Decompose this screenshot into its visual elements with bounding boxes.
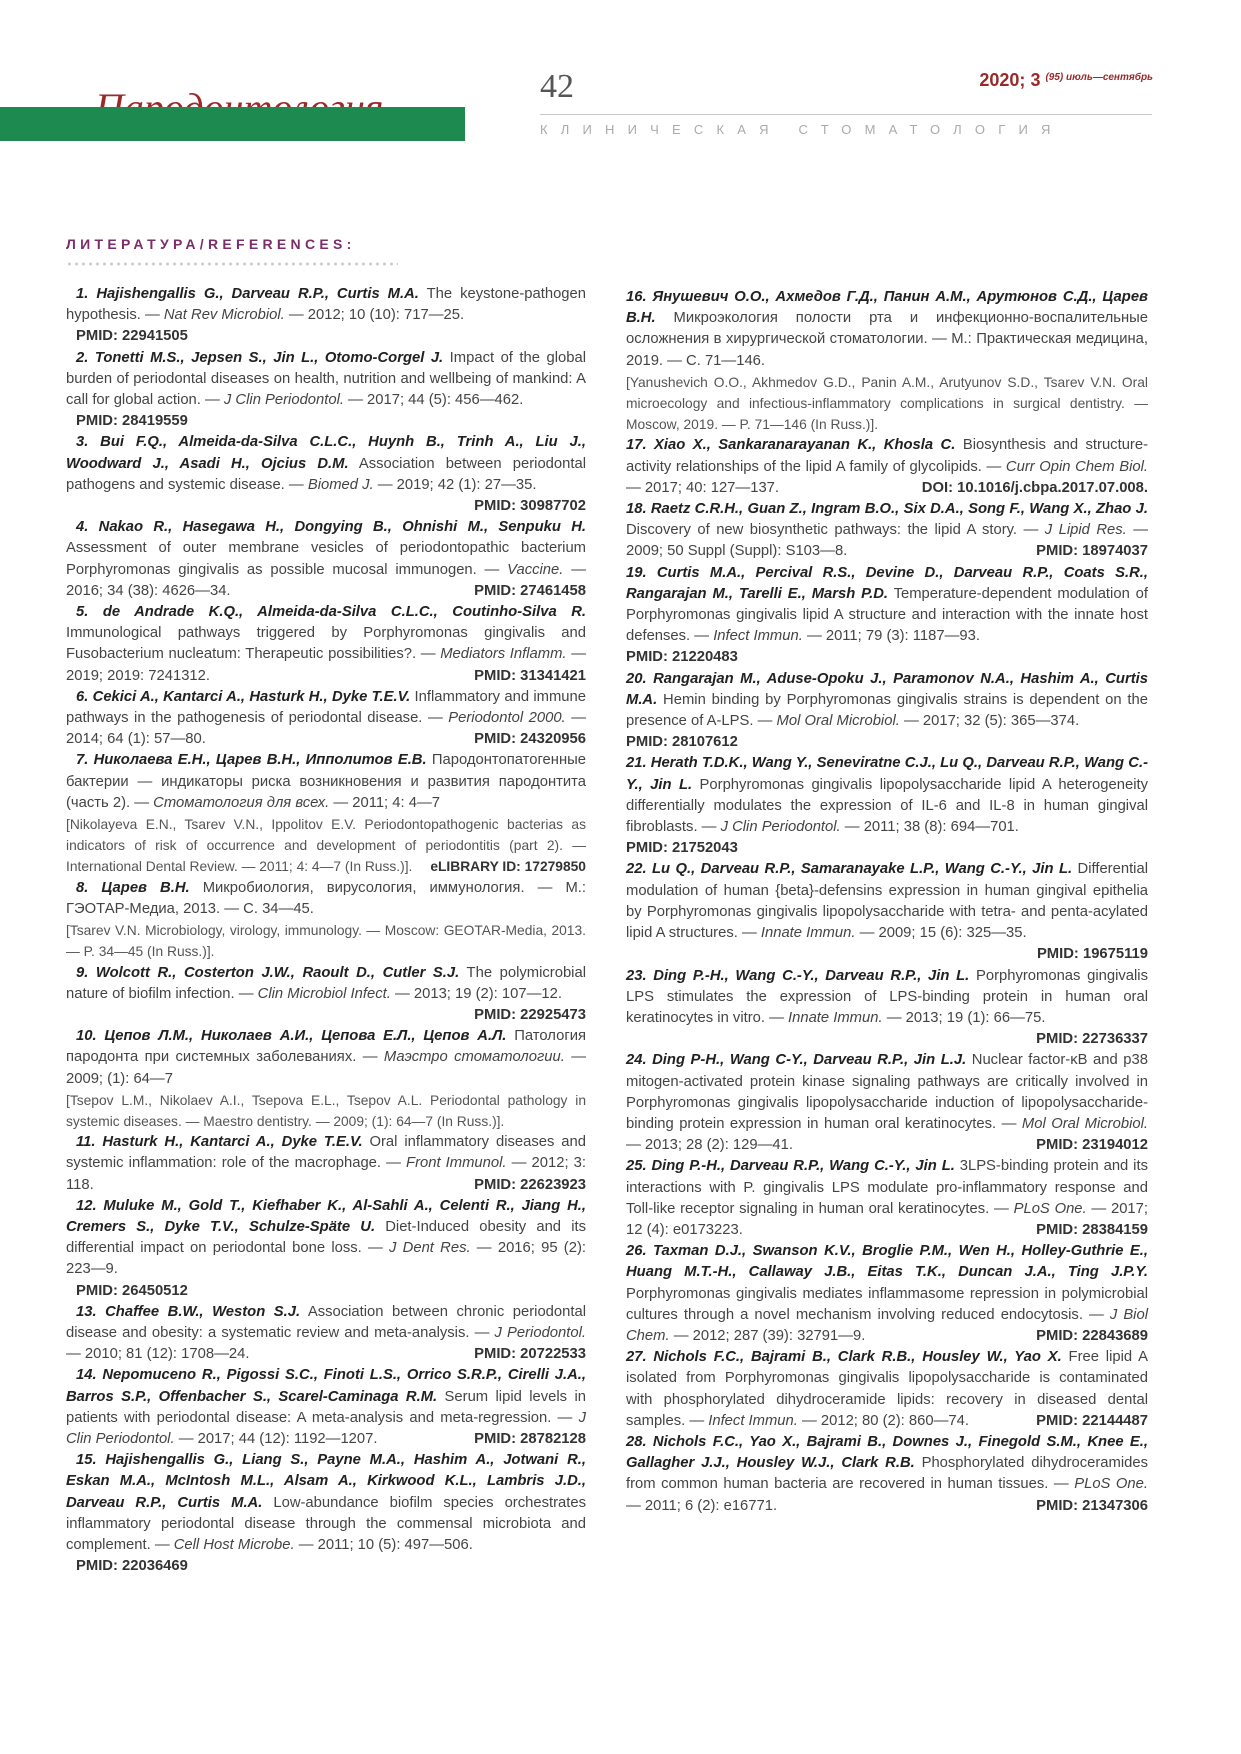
reference-pmid: PMID: 27461458 xyxy=(474,582,586,599)
reference-authors: 26. Taxman D.J., Swanson K.V., Broglie P.M., Wen H., Holley-Guthrie E., Huang M.T.-H., Callaway J.B., Eitas T.K., Duncan J.A., Ting J.P.Y. xyxy=(626,1243,1148,1281)
reference-item xyxy=(626,669,1148,754)
reference-authors: 11. Hasturk H., Kantarci A., Dyke T.E.V. xyxy=(76,1134,363,1151)
dotted-divider xyxy=(66,262,398,266)
reference-details: — 2009; (1): 64—7 xyxy=(66,1049,586,1087)
reference-pmid: PMID: 22036469 xyxy=(76,1558,188,1575)
reference-details: — 2010; 81 (12): 1708—24. xyxy=(66,1346,250,1363)
reference-transliteration-text: [Yanushevich O.O., Akhmedov G.D., Panin A.M., Arutyunov S.D., Tsarev V.N. Oral microecology and infectious-inflammatory complications in surgical dentistry. — Moscow, 2019. — P. 71—146 (In Russ.)]. xyxy=(626,374,1148,433)
reference-authors: 1. Hajishengallis G., Darveau R.P., Curtis M.A. xyxy=(76,286,419,302)
reference-item xyxy=(66,1132,586,1196)
reference-item xyxy=(626,1050,1148,1156)
reference-details: — 2017; 12 (4): e0173223. xyxy=(626,1200,1148,1238)
references-column-left xyxy=(66,284,586,1577)
reference-title: Immunological pathways triggered by Porphyromonas gingivalis and Fusobacterium nucleatum: Therapeutic possibilities?. — xyxy=(66,625,586,663)
reference-journal: Mediators Inflamm. xyxy=(440,646,567,663)
reference-item xyxy=(626,1241,1148,1347)
reference-details: — 2019; 42 (1): 27—35. xyxy=(373,476,537,493)
reference-authors: 4. Nakao R., Hasegawa H., Dongying B., Ohnishi M., Senpuku H. xyxy=(76,519,586,536)
reference-pmid: PMID: 22736337 xyxy=(1036,1031,1148,1048)
reference-title: Biosynthesis and structure-activity relationships of the lipid A family of glycolipids. — xyxy=(626,437,1149,475)
reference-item xyxy=(626,1347,1148,1432)
reference-details: — 2009; 15 (6): 325—35. xyxy=(855,925,1027,942)
reference-details: — 2019; 2019: 7241312. xyxy=(66,646,586,684)
reference-details: — 2012; 80 (2): 860—74. xyxy=(797,1412,969,1429)
reference-transliteration xyxy=(66,1090,586,1132)
reference-details: — 2013; 28 (2): 129—41. xyxy=(626,1137,793,1154)
reference-details: — 2013; 19 (1): 66—75. xyxy=(882,1009,1046,1026)
reference-journal: J Biol Chem. xyxy=(626,1306,1148,1344)
journal-name: КЛИНИЧЕСКАЯ СТОМАТОЛОГИЯ xyxy=(540,122,1064,137)
reference-pmid: DOI: 10.1016/j.cbpa.2017.07.008. xyxy=(921,479,1148,496)
reference-title: Микроэкология полости рта и инфекционно-воспалительные осложнения в хирургической стоматологии. — М.: Практическая медицина, 2019. — С. 71—146. xyxy=(626,310,1148,369)
reference-item xyxy=(626,563,1148,669)
reference-pmid: PMID: 26450512 xyxy=(76,1282,188,1299)
reference-pmid: PMID: 18974037 xyxy=(1036,543,1148,560)
reference-authors: 20. Rangarajan M., Aduse-Opoku J., Paramonov N.A., Hashim A., Curtis M.A. xyxy=(626,670,1148,708)
reference-title: Diet-Induced obesity and its differential impact on periodontal bone loss. — xyxy=(66,1218,586,1257)
reference-item xyxy=(626,1432,1148,1517)
reference-pmid: PMID: 19675119 xyxy=(1036,946,1148,963)
reference-authors: 10. Цепов Л.М., Николаев А.И., Цепова Е.Л., Цепов А.Л. xyxy=(76,1028,507,1045)
reference-title: Пародонтопатогенные бактерии — индикаторы риска возникновения и развития пародонтита (часть 2). — xyxy=(66,752,586,811)
reference-authors: 23. Ding P.-H., Wang C.-Y., Darveau R.P., Jin L. xyxy=(626,967,970,984)
reference-journal: Clin Microbiol Infect. xyxy=(257,985,391,1002)
reference-pmid: PMID: 30987702 xyxy=(474,498,586,515)
reference-pmid: PMID: 28419559 xyxy=(76,413,188,430)
reference-pmid: PMID: 28782128 xyxy=(474,1430,586,1447)
reference-journal: PLoS One. xyxy=(1013,1200,1087,1217)
reference-title: Porphyromonas gingivalis lipopolysaccharide lipid A heterogeneity differentially modulates the expression of IL-6 and IL-8 in human gingival fibroblasts. — xyxy=(626,776,1148,836)
reference-transliteration-text: [Tsarev V.N. Microbiology, virology, immunology. — Moscow: GEOTAR-Media, 2013. — P. 34—45 (In Russ.)]. xyxy=(66,923,586,960)
reference-journal: Маэстро стоматологии. xyxy=(383,1049,565,1066)
reference-item xyxy=(66,687,586,751)
reference-title: Impact of the global burden of periodontal diseases on health, nutrition and wellbeing of mankind: A call for global action. — xyxy=(66,349,586,409)
references-column-right xyxy=(626,287,1148,1517)
page-number: 42 xyxy=(540,68,574,105)
reference-journal: Vaccine. xyxy=(507,561,564,578)
reference-item xyxy=(66,517,586,602)
reference-transliteration xyxy=(66,814,586,878)
reference-authors: 19. Curtis M.A., Percival R.S., Devine D., Darveau R.P., Coats S.R., Rangarajan M., Tarelli E., Marsh P.D. xyxy=(626,564,1148,602)
reference-title: Porphyromonas gingivalis mediates inflammasome repression in polymicrobial cultures through a novel mechanism involving reduced endocytosis. — xyxy=(626,1285,1148,1323)
reference-journal: Biomed J. xyxy=(307,476,374,493)
reference-journal: Periodontol 2000. xyxy=(448,710,566,727)
reference-details: — 2009; 50 Suppl (Suppl): S103—8. xyxy=(626,522,1149,560)
reference-item xyxy=(66,1450,586,1577)
reference-journal: J Clin Periodontol. xyxy=(223,392,345,409)
reference-details: — 2013; 19 (2): 107—12. xyxy=(390,985,562,1002)
section-color-bar xyxy=(0,107,465,141)
reference-transliteration xyxy=(66,920,586,962)
reference-item xyxy=(626,753,1148,859)
reference-title: Inflammatory and immune pathways in the pathogenesis of periodontal disease. — xyxy=(66,688,586,727)
reference-journal: Mol Oral Microbiol. xyxy=(1021,1115,1148,1132)
reference-item xyxy=(626,966,1148,1048)
reference-authors: 2. Tonetti M.S., Jepsen S., Jin L., Otomo-Corgel J. xyxy=(76,349,444,366)
reference-details: — 2017; 44 (5): 456—462. xyxy=(344,392,524,409)
reference-item xyxy=(66,602,586,687)
issue-info xyxy=(979,70,1153,91)
reference-details: — 2011; 4: 4—7 xyxy=(329,794,440,811)
reference-transliteration xyxy=(626,372,1148,436)
reference-details: — 2011; 38 (8): 694—701. xyxy=(840,819,1019,836)
reference-item xyxy=(626,859,1148,965)
issue-number: 3 xyxy=(1030,70,1041,90)
reference-authors: 13. Chaffee B.W., Weston S.J. xyxy=(76,1303,301,1320)
reference-authors: 16. Янушевич О.О., Ахмедов Г.Д., Панин А.М., Арутюнов С.Д., Царев В.Н. xyxy=(626,289,1148,327)
reference-journal: J Clin Periodontol. xyxy=(720,819,841,836)
reference-pmid: PMID: 21347306 xyxy=(1036,1497,1148,1514)
reference-authors: 9. Wolcott R., Costerton J.W., Raoult D., Cutler S.J. xyxy=(76,964,460,981)
issue-period: (95) июль—сентябрь xyxy=(1045,72,1153,83)
reference-details: — 2014; 64 (1): 57—80. xyxy=(66,710,587,748)
reference-details: — 2017; 32 (5): 365—374. xyxy=(899,713,1080,730)
header-rule xyxy=(540,114,1152,115)
reference-journal: Curr Opin Chem Biol. xyxy=(1005,458,1148,475)
reference-details: — 2012; 287 (39): 32791—9. xyxy=(669,1327,866,1344)
reference-pmid: PMID: 20722533 xyxy=(474,1346,586,1363)
reference-pmid: PMID: 28384159 xyxy=(1036,1221,1148,1238)
reference-details: — 2016; 95 (2): 223—9. xyxy=(66,1240,586,1278)
reference-pmid: PMID: 22843689 xyxy=(1036,1327,1148,1344)
reference-item xyxy=(66,750,586,814)
reference-item xyxy=(66,878,586,920)
reference-journal: Infect Immun. xyxy=(708,1412,798,1429)
reference-pmid: PMID: 21220483 xyxy=(626,649,738,666)
reference-authors: 5. de Andrade K.Q., Almeida-da-Silva C.L.C., Coutinho-Silva R. xyxy=(76,604,586,621)
reference-authors: 3. Bui F.Q., Almeida-da-Silva C.L.C., Huynh B., Trinh A., Liu J., Woodward J., Asadi H., Ojcius D.M. xyxy=(66,434,586,472)
reference-journal: J Dent Res. xyxy=(389,1240,471,1257)
reference-details: — 2016; 34 (38): 4626—34. xyxy=(66,561,586,599)
reference-journal: Innate Immun. xyxy=(788,1009,883,1026)
reference-title: Association between periodontal pathogens and systemic disease. — xyxy=(66,455,586,493)
reference-title: Serum lipid levels in patients with periodontal disease: A meta-analysis and meta-regression. — xyxy=(66,1388,586,1426)
reference-details: — 2017; 40: 127—137. xyxy=(626,479,780,496)
reference-pmid: PMID: 31341421 xyxy=(474,667,586,684)
reference-journal: J Clin Periodontol. xyxy=(66,1409,586,1447)
reference-item xyxy=(66,1365,586,1450)
reference-title: Low-abundance biofilm species orchestrates inflammatory periodontal disease through the commensal microbiota and complement. — xyxy=(66,1494,586,1553)
reference-pmid: PMID: 22623923 xyxy=(474,1176,586,1193)
reference-title: Association between chronic periodontal disease and obesity: a systematic review and meta-analysis. — xyxy=(66,1303,586,1341)
reference-details: — 2017; 44 (12): 1192—1207. xyxy=(174,1430,378,1447)
reference-journal: J Periodontol. xyxy=(494,1324,587,1341)
reference-title: Discovery of new biosynthetic pathways: the lipid A story. — xyxy=(626,522,1045,539)
reference-authors: 8. Царев В.Н. xyxy=(76,879,190,896)
reference-title: Phosphorylated dihydroceramides from common human bacteria are recovered in human tissues. — xyxy=(626,1455,1148,1493)
reference-pmid: PMID: 22941505 xyxy=(76,328,188,345)
reference-title: 3LPS-binding protein and its interactions with P. gingivalis LPS modulate pro-inflammatory response and Toll-like receptor signaling in human oral keratinocytes. — xyxy=(626,1158,1148,1217)
reference-journal: Innate Immun. xyxy=(760,925,856,942)
reference-journal: Стоматология для всех. xyxy=(153,794,330,811)
reference-pmid: PMID: 21752043 xyxy=(626,840,738,857)
reference-title: Микробиология, вирусология, иммунология. — М.: ГЭОТАР-Медиа, 2013. — С. 34—45. xyxy=(66,879,586,917)
reference-pmid: PMID: 22925473 xyxy=(474,1006,586,1023)
reference-journal: Mol Oral Microbiol. xyxy=(776,713,900,730)
reference-title: The keystone-pathogen hypothesis. — xyxy=(66,286,586,324)
reference-pmid: PMID: 24320956 xyxy=(474,731,586,748)
reference-authors: 18. Raetz C.R.H., Guan Z., Ingram B.O., Six D.A., Song F., Wang X., Zhao J. xyxy=(626,501,1148,518)
reference-journal: PLoS One. xyxy=(1074,1476,1149,1493)
reference-title: Assessment of outer membrane vesicles of periodontopathic bacterium Porphyromonas gingivalis as possible mucosal immunogen. — xyxy=(66,540,586,578)
reference-title: Патология пародонта при системных заболеваниях. — xyxy=(66,1028,586,1066)
reference-authors: 12. Muluke M., Gold T., Kiefhaber K., Al-Sahli A., Celenti R., Jiang H., Cremers S., Dyke T.V., Schulze-Späte U. xyxy=(66,1197,586,1235)
reference-item xyxy=(66,963,586,1027)
reference-item xyxy=(626,1156,1148,1241)
reference-pmid: PMID: 22144487 xyxy=(1036,1412,1148,1429)
reference-title: Hemin binding by Porphyromonas gingivalis strains is dependent on the presence of A-LPS. — xyxy=(626,691,1148,730)
reference-details: — 2012; 10 (10): 717—25. xyxy=(284,307,465,324)
reference-authors: 28. Nichols F.C., Yao X., Bajrami B., Downes J., Finegold S.M., Knee E., Gallagher J.J., Housley W.J., Clark R.B. xyxy=(626,1433,1148,1472)
reference-title: The polymicrobial nature of biofilm infection. — xyxy=(66,964,586,1002)
reference-journal: Cell Host Microbe. xyxy=(173,1536,295,1553)
reference-title: Porphyromonas gingivalis LPS stimulates the expression of LPS-binding protein in human oral keratinocytes in vitro. — xyxy=(626,967,1148,1026)
reference-authors: 7. Николаева Е.Н., Царев В.Н., Ипполитов Е.В. xyxy=(76,752,427,769)
reference-authors: 25. Ding P.-H., Darveau R.P., Wang C.-Y., Jin L. xyxy=(626,1158,955,1175)
reference-pmid: PMID: 23194012 xyxy=(1036,1137,1148,1154)
reference-details: — 2011; 79 (3): 1187—93. xyxy=(802,628,980,645)
reference-pmid: PMID: 28107612 xyxy=(626,734,738,751)
reference-title: Oral inflammatory diseases and systemic inflammation: role of the macrophage. — xyxy=(66,1134,586,1172)
reference-authors: 6. Cekici A., Kantarci A., Hasturk H., Dyke T.E.V. xyxy=(76,688,411,705)
reference-authors: 22. Lu Q., Darveau R.P., Samaranayake L.P., Wang C.-Y., Jin L. xyxy=(626,861,1073,878)
reference-journal: Front Immunol. xyxy=(406,1155,507,1172)
reference-title: Free lipid A isolated from Porphyromonas gingivalis lipopolysaccharide is contaminated with phosphorylated dihydroceramide lipids: recovery in diseased dental samples. — xyxy=(626,1349,1149,1429)
reference-transliteration-text: [Tsepov L.M., Nikolaev A.I., Tsepova E.L., Tsepov A.L. Periodontal pathology in systemic diseases. — Maestro dentistry. — 2009; (1): 64—7 (In Russ.)]. xyxy=(66,1092,586,1129)
reference-authors: 15. Hajishengallis G., Liang S., Payne M.A., Hashim A., Jotwani R., Eskan M.A., McIntosh M.L., Alsam A., Kirkwood K.L., Lambris J.D., Darveau R.P., Curtis M.A. xyxy=(66,1452,586,1511)
reference-journal: J Lipid Res. xyxy=(1044,522,1127,539)
reference-details: — 2011; 10 (5): 497—506. xyxy=(294,1536,473,1553)
reference-item xyxy=(66,1196,586,1302)
reference-authors: 27. Nichols F.C., Bajrami B., Clark R.B., Housley W., Yao X. xyxy=(626,1349,1062,1366)
reference-authors: 24. Ding P-H., Wang C-Y., Darveau R.P., Jin L.J. xyxy=(626,1052,967,1069)
reference-title: Nuclear factor-κB and p38 mitogen-activated protein kinase signaling pathways are critically involved in Porphyromonas gingivalis lipopolysaccharide induction of lipopolysaccharide-binding protein expression in human oral keratinocytes. — xyxy=(626,1052,1148,1132)
reference-details: — 2011; 6 (2): e16771. xyxy=(626,1497,778,1514)
reference-journal: Nat Rev Microbiol. xyxy=(163,307,285,324)
reference-item xyxy=(626,499,1148,563)
reference-item xyxy=(66,1302,586,1366)
reference-journal: Infect Immun. xyxy=(713,628,803,645)
reference-title: Differential modulation of human {beta}-defensins expression in human gingival epithelia by Porphyromonas gingivalis lipopolysaccharide with tetra- and penta-acylated lipid A structures. — xyxy=(626,861,1148,942)
reference-item xyxy=(66,1026,586,1090)
reference-transliteration-text: [Nikolayeva E.N., Tsarev V.N., Ippolitov E.V. Periodontopathogenic bacterias as indicators of risk of occurrence and development of periodontitis (part 2). — International Dental Review. — 2011; 4: 4—7 (In Russ.)]. xyxy=(66,817,586,875)
reference-item xyxy=(626,287,1148,372)
reference-item xyxy=(66,284,586,348)
reference-authors: 21. Herath T.D.K., Wang Y., Seneviratne C.J., Lu Q., Darveau R.P., Wang C.-Y., Jin L. xyxy=(626,755,1148,793)
reference-elibrary-id: eLIBRARY ID: 17279850 xyxy=(430,859,586,875)
reference-authors: 14. Nepomuceno R., Pigossi S.C., Finoti L.S., Orrico S.R.P., Cirelli J.A., Barros S.P., Offenbacher S., Scarel-Caminaga R.M. xyxy=(66,1367,586,1405)
reference-item xyxy=(626,435,1148,499)
references-heading: ЛИТЕРАТУРА/REFERENCES: xyxy=(66,236,356,252)
reference-item xyxy=(66,432,586,515)
issue-year: 2020; xyxy=(979,70,1026,90)
reference-authors: 17. Xiao X., Sankaranarayanan K., Khosla C. xyxy=(626,437,956,454)
reference-item xyxy=(66,348,586,433)
reference-details: — 2012; 3: 118. xyxy=(66,1155,587,1193)
reference-title: Temperature-dependent modulation of Porphyromonas gingivalis lipid A structure and interaction with the innate host defenses. — xyxy=(626,585,1148,645)
